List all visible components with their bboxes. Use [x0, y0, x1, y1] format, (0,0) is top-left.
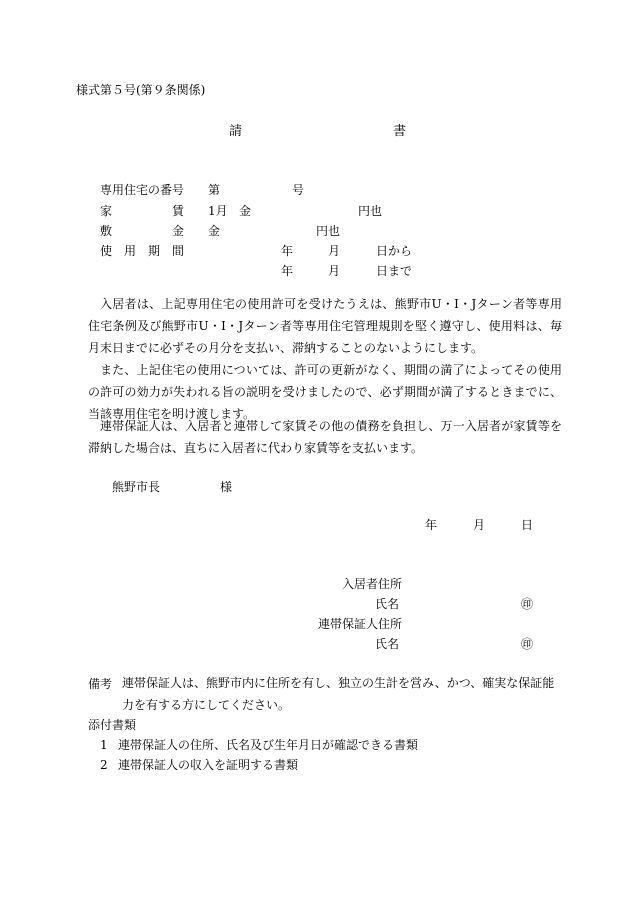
- date-year: 年: [425, 518, 438, 532]
- period-label-1: 使: [100, 244, 113, 258]
- period-from-month: 月: [328, 244, 341, 258]
- period-label-4: 間: [172, 244, 185, 258]
- rent-month: 1月: [208, 204, 228, 218]
- housing-number-prefix: 第: [208, 183, 221, 197]
- deposit-label-2: 金: [172, 224, 185, 238]
- form-number: 様式第５号(第９条関係): [76, 83, 206, 97]
- period-until-month: 月: [328, 264, 341, 278]
- tenant-seal-mark: ㊞: [521, 597, 534, 611]
- title-part-1: 請: [229, 124, 243, 139]
- period-label-3: 期: [148, 244, 161, 258]
- period-until-year: 年: [281, 264, 294, 278]
- guarantor-address-label: 連帯保証人住所: [318, 617, 403, 631]
- period-from-year: 年: [281, 244, 294, 258]
- addressee-name: 熊野市長: [112, 480, 161, 494]
- rent-money: 金: [239, 204, 252, 218]
- deposit-unit: 円也: [316, 224, 341, 238]
- paragraph-guarantor: 連帯保証人は、入居者と連帯して家賃その他の債務を負担し、万一入居者が家賃等を滞納した場合は、直ちに入居者に代わり家賃等を支払います。: [88, 419, 562, 455]
- date-month: 月: [473, 518, 486, 532]
- guarantor-name-label: 氏名: [375, 637, 400, 651]
- deposit-label-1: 敷: [100, 224, 113, 238]
- period-from-day: 日から: [376, 244, 413, 258]
- addressee-honorific: 様: [220, 480, 233, 494]
- attachment-1-text: 連帯保証人の住所、氏名及び生年月日が確認できる書類: [118, 738, 419, 752]
- notes-text: 連帯保証人は、熊野市内に住所を有し、独立の生計を営み、かつ、確実な保証能力を有する方にしてください。: [122, 676, 555, 712]
- paragraph-usage-compliance: 入居者は、上記専用住宅の使用許可を受けたうえは、熊野市U・I・Jターン者等専用住宅条例及び熊野市U・I・Jターン者等専用住宅管理規則を堅く遵守し、使用料は、毎月末日までに必ずその月分を支払い、滞納することのないようにします。: [88, 297, 562, 355]
- title-part-2: 書: [393, 124, 407, 139]
- rent-label-2: 賃: [172, 204, 185, 218]
- deposit-money: 金: [208, 224, 221, 238]
- housing-number-label: 専用住宅の番号: [100, 183, 185, 197]
- date-day: 日: [521, 518, 534, 532]
- period-label-2: 用: [124, 244, 137, 258]
- housing-number-suffix: 号: [292, 183, 305, 197]
- period-until-day: 日まで: [376, 264, 413, 278]
- tenant-address-label: 入居者住所: [342, 577, 403, 591]
- attachment-1-number: 1: [100, 738, 108, 752]
- tenant-name-label: 氏名: [375, 597, 400, 611]
- attachment-2-text: 連帯保証人の収入を証明する書類: [118, 758, 299, 772]
- notes-label: 備考: [88, 677, 113, 691]
- rent-unit: 円也: [358, 204, 383, 218]
- attachments-label: 添付書類: [88, 718, 137, 732]
- rent-label-1: 家: [100, 204, 113, 218]
- guarantor-seal-mark: ㊞: [521, 637, 534, 651]
- paragraph-vacate: また、上記住宅の使用については、許可の更新がなく、期間の満了によってその使用の許可の効力が失われる旨の説明を受けましたので、必ず期間が満了するときまでに、当該専用住宅を明け渡します。: [88, 363, 562, 421]
- attachment-2-number: 2: [100, 758, 108, 772]
